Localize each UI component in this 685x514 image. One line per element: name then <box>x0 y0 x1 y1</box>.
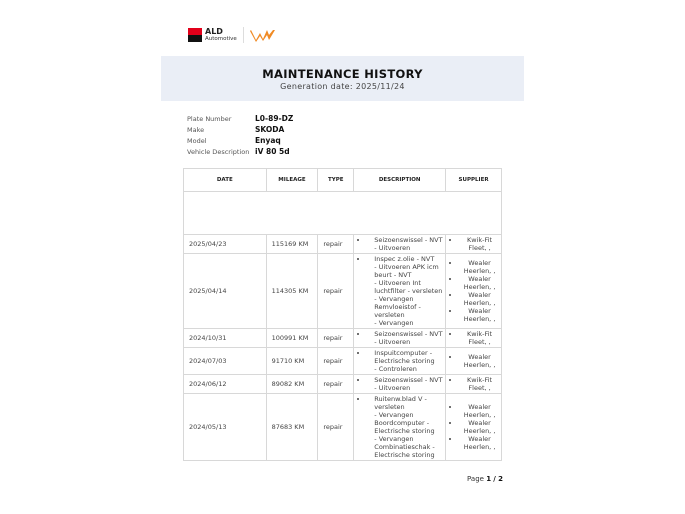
description-item: • Seizoenswissel - NVT - Uitvoeren <box>368 376 443 392</box>
page-current: 1 <box>486 475 492 483</box>
column-header-type: TYPE <box>318 169 354 192</box>
ayvens-logo-icon <box>250 27 276 43</box>
field-label: Make <box>187 125 205 134</box>
date-cell: 2024/05/13 <box>184 394 267 461</box>
description-item: • Inspuitcomputer - Electrische storing - Controleren <box>368 349 443 373</box>
supplier-item: • Wealer Heerlen, , <box>460 291 499 307</box>
plate-number-value: L0-89-DZ <box>255 114 294 123</box>
ald-name: ALD <box>205 26 223 36</box>
table-row <box>184 235 502 254</box>
table-header-row <box>184 169 502 192</box>
column-header-date: DATE <box>184 169 267 192</box>
report-title: MAINTENANCE HISTORY <box>262 67 423 81</box>
page-label: Page <box>467 475 484 483</box>
table-row <box>184 375 502 394</box>
date-cell: 2024/06/12 <box>184 375 267 394</box>
supplier-item: • Wealer Heerlen, , <box>460 419 499 435</box>
page-separator: / <box>493 475 496 483</box>
maintenance-table <box>183 168 502 461</box>
type-cell: repair <box>318 375 354 394</box>
column-header-description: DESCRIPTION <box>354 169 446 192</box>
field-label: Vehicle Description <box>187 147 250 156</box>
type-cell: repair <box>318 254 354 329</box>
supplier-item: • Wealer Heerlen, , <box>460 259 499 275</box>
vehicle-info <box>187 113 293 157</box>
type-cell: repair <box>318 235 354 254</box>
supplier-item: • Kwik-Fit Fleet, , <box>460 376 499 392</box>
date-cell: 2024/10/31 <box>184 329 267 348</box>
logo-divider <box>243 27 244 43</box>
vehicle-description-value: iV 80 5d <box>255 147 290 156</box>
description-item: • Ruitenw.blad V - versleten - Vervangen Boordcomputer - Electrische storing - Vervangen Combinatieschak - Electrische storing <box>368 395 443 459</box>
table-row <box>184 394 502 461</box>
empty-row <box>184 192 502 235</box>
table-row <box>184 348 502 375</box>
plate-number-row <box>187 113 293 124</box>
ald-subname: Automotive <box>205 35 237 42</box>
supplier-cell <box>446 254 502 329</box>
description-cell <box>354 394 446 461</box>
description-item: • Seizoenswissel - NVT - Uitvoeren <box>368 236 443 252</box>
supplier-cell <box>446 375 502 394</box>
table-row <box>184 329 502 348</box>
type-cell: repair <box>318 348 354 375</box>
model-row <box>187 135 293 146</box>
supplier-item: • Wealer Heerlen, , <box>460 353 499 369</box>
column-header-mileage: MILEAGE <box>266 169 318 192</box>
supplier-cell <box>446 235 502 254</box>
report-header <box>161 56 524 101</box>
ald-logo-text <box>205 28 237 43</box>
description-cell <box>354 348 446 375</box>
table-row <box>184 254 502 329</box>
field-label: Plate Number <box>187 114 232 123</box>
column-header-supplier: SUPPLIER <box>446 169 502 192</box>
mileage-cell: 100991 KM <box>266 329 318 348</box>
description-item: • Seizoenswissel - NVT - Uitvoeren <box>368 330 443 346</box>
type-cell: repair <box>318 329 354 348</box>
supplier-cell <box>446 329 502 348</box>
logo-area <box>188 26 276 44</box>
societe-generale-logo-icon <box>188 28 202 42</box>
generation-date: Generation date: 2025/11/24 <box>280 82 405 91</box>
mileage-cell: 114305 KM <box>266 254 318 329</box>
supplier-item: • Kwik-Fit Fleet, , <box>460 330 499 346</box>
mileage-cell: 87683 KM <box>266 394 318 461</box>
description-item: • Inspec z.olie - NVT - Uitvoeren APK icm beurt - NVT - Uitvoeren Int luchtfilter - versleten - Vervangen Remvloeistof - versleten - Vervangen <box>368 255 443 327</box>
make-value: SKODA <box>255 125 285 134</box>
supplier-item: • Kwik-Fit Fleet, , <box>460 236 499 252</box>
description-cell <box>354 254 446 329</box>
supplier-item: • Wealer Heerlen, , <box>460 435 499 451</box>
description-cell <box>354 329 446 348</box>
page-indicator <box>467 475 503 483</box>
date-cell: 2025/04/14 <box>184 254 267 329</box>
mileage-cell: 91710 KM <box>266 348 318 375</box>
type-cell: repair <box>318 394 354 461</box>
field-label: Model <box>187 136 207 145</box>
supplier-cell <box>446 394 502 461</box>
supplier-item: • Wealer Heerlen, , <box>460 403 499 419</box>
mileage-cell: 115169 KM <box>266 235 318 254</box>
supplier-item: • Wealer Heerlen, , <box>460 307 499 323</box>
model-value: Enyaq <box>255 136 281 145</box>
date-cell: 2024/07/03 <box>184 348 267 375</box>
description-cell <box>354 235 446 254</box>
vehicle-description-row <box>187 146 293 157</box>
supplier-cell <box>446 348 502 375</box>
description-cell <box>354 375 446 394</box>
mileage-cell: 89082 KM <box>266 375 318 394</box>
date-cell: 2025/04/23 <box>184 235 267 254</box>
make-row <box>187 124 293 135</box>
page-total: 2 <box>498 475 503 483</box>
supplier-item: • Wealer Heerlen, , <box>460 275 499 291</box>
